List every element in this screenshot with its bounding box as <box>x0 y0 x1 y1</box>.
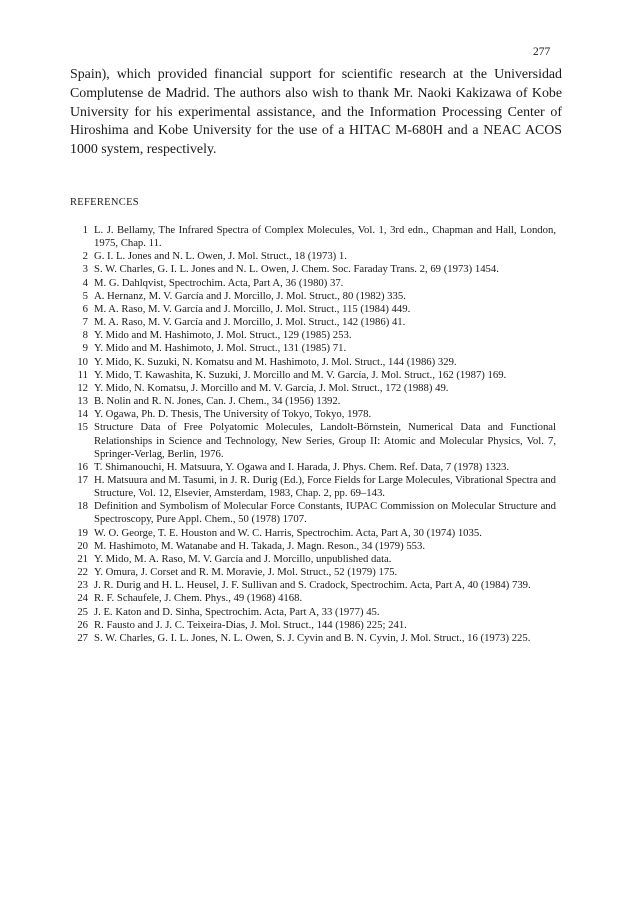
reference-number: 6 <box>82 302 88 315</box>
reference-number: 16 <box>77 460 88 473</box>
reference-number: 4 <box>82 276 88 289</box>
reference-item <box>74 606 556 619</box>
reference-number: 3 <box>82 263 88 276</box>
reference-number: 9 <box>82 342 88 355</box>
reference-number: 15 <box>77 421 88 434</box>
reference-text: Y. Mido and M. Hashimoto, J. Mol. Struct., 131 (1985) 71. <box>94 342 347 355</box>
reference-text: Y. Mido, T. Kawashita, K. Suzuki, J. Morcillo and M. V. García, J. Mol. Struct., 162 (1987) 169. <box>94 368 507 381</box>
reference-item <box>74 408 556 421</box>
reference-text: M. Hashimoto, M. Watanabe and H. Takada, J. Magn. Reson., 34 (1979) 553. <box>94 539 426 552</box>
reference-item <box>74 277 556 290</box>
reference-number: 18 <box>77 500 88 513</box>
reference-item <box>74 632 556 645</box>
reference-item <box>74 303 556 316</box>
reference-item <box>74 250 556 263</box>
reference-number: 11 <box>77 368 88 381</box>
reference-text: Structure Data of Free Polyatomic Molecules, Landolt-Börnstein, Numerical Data and Functional Relationships in Science and Technology, New Series, Group II: Atomic and Molecular Physics, Vol. 7, Springer-Verlag, Berlin, 1976. <box>94 421 556 460</box>
reference-number: 21 <box>77 552 88 565</box>
reference-number: 17 <box>77 473 88 486</box>
reference-text: Y. Mido, M. A. Raso, M. V. García and J. Morcillo, unpublished data. <box>94 552 392 565</box>
page-number: 277 <box>533 46 551 58</box>
reference-item <box>74 356 556 369</box>
reference-item <box>74 395 556 408</box>
reference-item <box>74 263 556 276</box>
reference-item <box>74 382 556 395</box>
reference-number: 27 <box>77 631 88 644</box>
reference-text: M. A. Raso, M. V. García and J. Morcillo, J. Mol. Struct., 142 (1986) 41. <box>94 316 406 329</box>
reference-item <box>74 619 556 632</box>
reference-item <box>74 553 556 566</box>
reference-number: 26 <box>77 618 88 631</box>
reference-number: 25 <box>77 605 88 618</box>
reference-text: G. I. L. Jones and N. L. Owen, J. Mol. Struct., 18 (1973) 1. <box>94 250 347 263</box>
reference-item <box>74 592 556 605</box>
reference-item <box>74 290 556 303</box>
reference-text: Y. Omura, J. Corset and R. M. Moravie, J. Mol. Struct., 52 (1979) 175. <box>94 566 398 579</box>
reference-text: H. Matsuura and M. Tasumi, in J. R. Durig (Ed.), Force Fields for Large Molecules, Vibrational Spectra and Structure, Vol. 12, Elsevier, Amsterdam, 1983, Chap. 2, pp. 69–143. <box>94 473 556 500</box>
reference-item <box>74 474 556 500</box>
reference-item <box>74 579 556 592</box>
reference-text: A. Hernanz, M. V. García and J. Morcillo, J. Mol. Struct., 80 (1982) 335. <box>94 289 406 302</box>
reference-item <box>74 316 556 329</box>
reference-text: S. W. Charles, G. I. L. Jones and N. L. Owen, J. Chem. Soc. Faraday Trans. 2, 69 (1973) 1454. <box>94 263 499 276</box>
reference-number: 22 <box>77 566 88 579</box>
reference-item <box>74 527 556 540</box>
reference-item <box>74 461 556 474</box>
reference-item <box>74 421 556 460</box>
reference-text: Y. Mido, K. Suzuki, N. Komatsu and M. Hashimoto, J. Mol. Struct., 144 (1986) 329. <box>94 355 457 368</box>
reference-item <box>74 342 556 355</box>
reference-number: 19 <box>77 526 88 539</box>
reference-number: 12 <box>77 381 88 394</box>
reference-number: 23 <box>77 579 88 592</box>
reference-text: L. J. Bellamy, The Infrared Spectra of Complex Molecules, Vol. 1, 3rd edn., Chapman and Hall, London, 1975, Chap. 11. <box>94 224 556 250</box>
acknowledgement-paragraph: Spain), which provided financial support for scientific research at the Universidad Complutense de Madrid. The authors also wish to thank Mr. Naoki Kakizawa of Kobe University for his experimental assistance, and the Information Processing Center of Hiroshima and Kobe University for the use of a HITAC M-680H and a NEAC ACOS 1000 system, respectively. <box>70 67 562 158</box>
reference-number: 10 <box>77 355 88 368</box>
reference-text: B. Nolin and R. N. Jones, Can. J. Chem., 34 (1956) 1392. <box>94 395 341 408</box>
reference-text: J. E. Katon and D. Sinha, Spectrochim. Acta, Part A, 33 (1977) 45. <box>94 605 380 618</box>
reference-text: M. G. Dahlqvist, Spectrochim. Acta, Part A, 36 (1980) 37. <box>94 276 344 289</box>
reference-text: J. R. Durig and H. L. Heusel, J. F. Sullivan and S. Cradock, Spectrochim. Acta, Part A, 40 (1984) 739. <box>94 579 531 592</box>
reference-item <box>74 224 556 250</box>
reference-number: 13 <box>77 395 88 408</box>
reference-item <box>74 566 556 579</box>
reference-number: 20 <box>77 539 88 552</box>
reference-number: 24 <box>77 592 88 605</box>
reference-text: T. Shimanouchi, H. Matsuura, Y. Ogawa and I. Harada, J. Phys. Chem. Ref. Data, 7 (1978) 1323. <box>94 460 510 473</box>
reference-item <box>74 369 556 382</box>
reference-text: R. Fausto and J. J. C. Teixeira-Dias, J. Mol. Struct., 144 (1986) 225; 241. <box>94 618 407 631</box>
reference-number: 1 <box>82 224 88 236</box>
reference-text: S. W. Charles, G. I. L. Jones, N. L. Owen, S. J. Cyvin and B. N. Cyvin, J. Mol. Struct., 16 (1973) 225. <box>94 631 531 644</box>
reference-text: Y. Mido and M. Hashimoto, J. Mol. Struct., 129 (1985) 253. <box>94 329 352 342</box>
reference-text: Y. Mido, N. Komatsu, J. Morcillo and M. V. García, J. Mol. Struct., 172 (1988) 49. <box>94 381 449 394</box>
reference-item <box>74 329 556 342</box>
reference-number: 5 <box>82 289 88 302</box>
reference-number: 2 <box>82 250 88 263</box>
reference-number: 8 <box>82 329 88 342</box>
reference-text: R. F. Schaufele, J. Chem. Phys., 49 (1968) 4168. <box>94 592 303 605</box>
reference-text: W. O. George, T. E. Houston and W. C. Harris, Spectrochim. Acta, Part A, 30 (1974) 1035. <box>94 526 482 539</box>
reference-number: 7 <box>82 316 88 329</box>
reference-item <box>74 540 556 553</box>
reference-text: Definition and Symbolism of Molecular Force Constants, IUPAC Commission on Molecular Structure and Spectroscopy, Pure Appl. Chem., 50 (1978) 1707. <box>94 500 556 526</box>
reference-list <box>74 224 556 645</box>
reference-text: Y. Ogawa, Ph. D. Thesis, The University of Tokyo, Tokyo, 1978. <box>94 408 372 421</box>
references-heading: REFERENCES <box>70 197 139 208</box>
reference-item <box>74 500 556 526</box>
reference-text: M. A. Raso, M. V. García and J. Morcillo, J. Mol. Struct., 115 (1984) 449. <box>94 302 411 315</box>
reference-number: 14 <box>77 408 88 421</box>
